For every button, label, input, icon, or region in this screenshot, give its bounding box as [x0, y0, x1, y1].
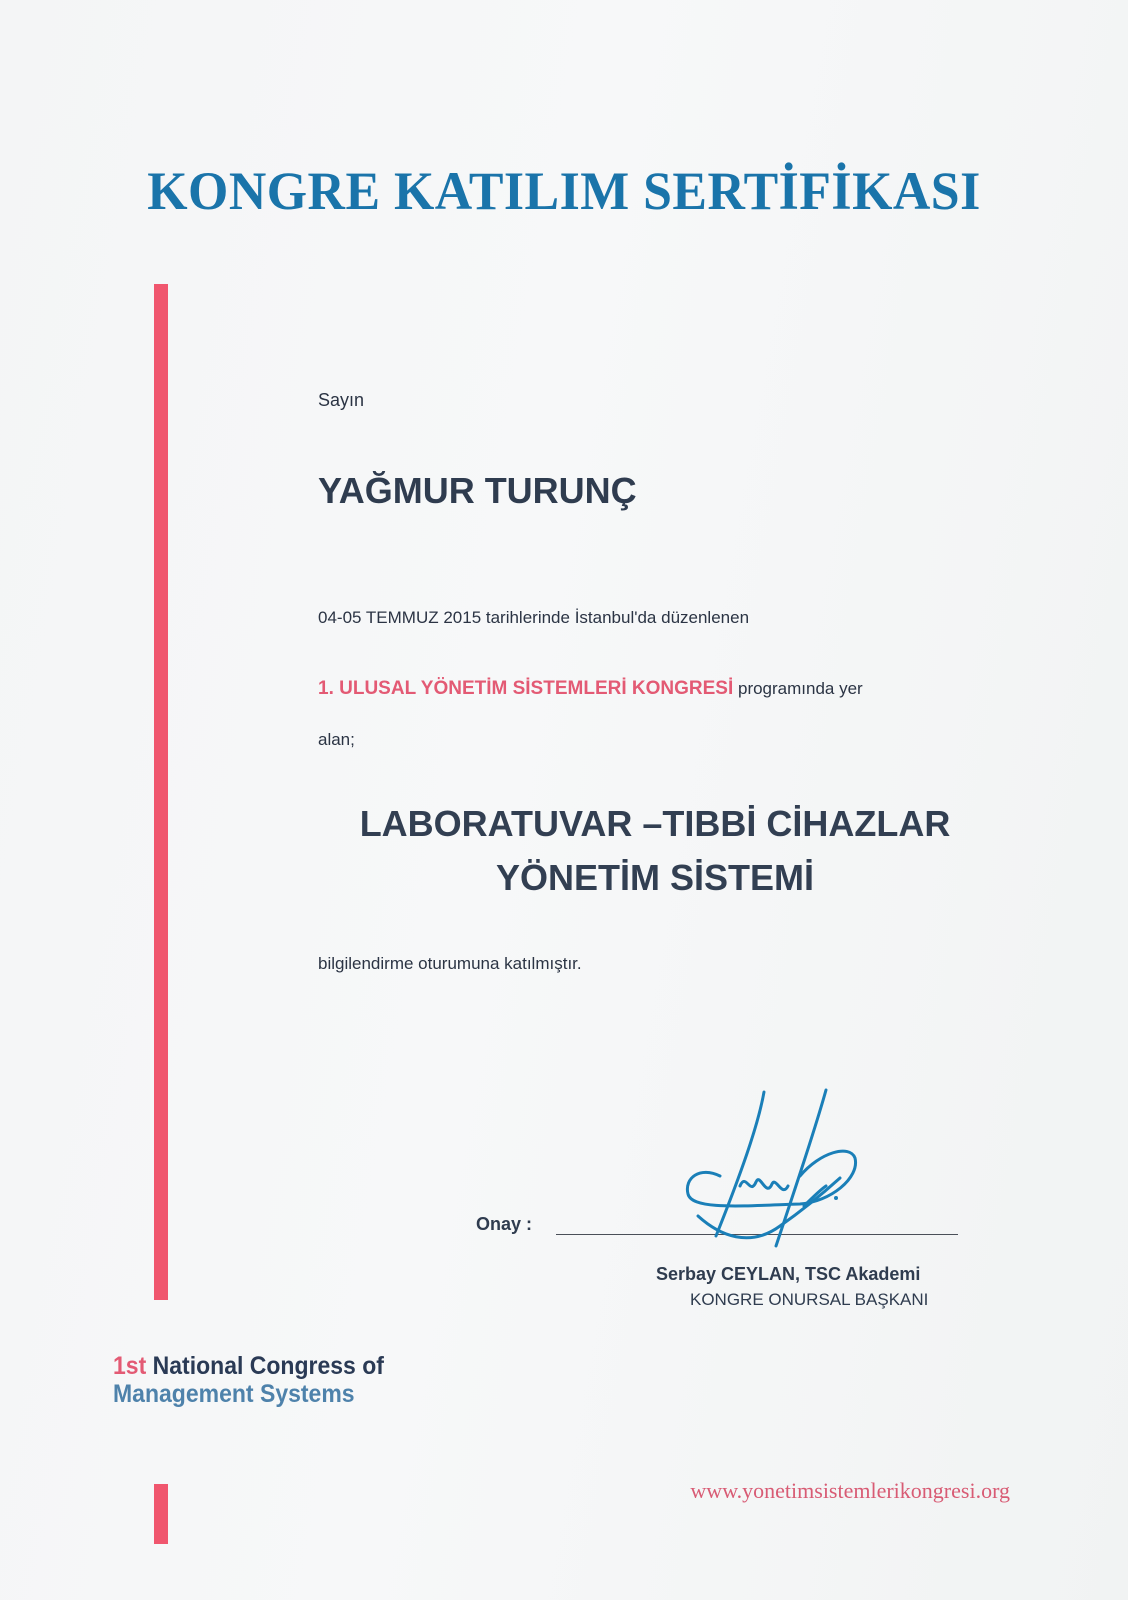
signer-name: Serbay CEYLAN, TSC Akademi	[656, 1264, 921, 1284]
congress-line	[318, 678, 863, 700]
signer-title: KONGRE ONURSAL BAŞKANI	[690, 1290, 929, 1309]
bottom-accent-bar	[154, 1484, 168, 1544]
participation-statement: bilgilendirme oturumuna katılmıştır.	[318, 954, 582, 973]
session-title-line2: YÖNETİM SİSTEMİ	[495, 857, 815, 898]
congress-logo	[113, 1352, 384, 1408]
logo-ordinal: 1st	[113, 1352, 147, 1380]
recipient-name: YAĞMUR TURUNÇ	[318, 470, 637, 511]
session-title	[300, 797, 1010, 905]
handwritten-signature	[680, 1086, 880, 1266]
approval-label: Onay :	[476, 1214, 533, 1234]
session-title-line1: LABORATUVAR –TIBBİ CİHAZLAR	[359, 803, 951, 844]
certificate-title: KONGRE KATILIM SERTİFİKASI	[147, 161, 981, 221]
congress-name: 1. ULUSAL YÖNETİM SİSTEMLERİ KONGRESİ	[318, 678, 734, 699]
event-date-line: 04-05 TEMMUZ 2015 tarihlerinde İstanbul'da düzenlenen	[318, 608, 750, 627]
congress-continuation: alan;	[318, 730, 355, 749]
logo-line1: National Congress of	[152, 1352, 384, 1380]
left-accent-bar	[154, 284, 168, 1300]
website-url: www.yonetimsistemlerikongresi.org	[690, 1478, 1010, 1503]
logo-line1-wrapper	[113, 1352, 384, 1380]
salutation: Sayın	[318, 390, 365, 410]
congress-suffix: programında yer	[737, 679, 863, 698]
logo-line2: Management Systems	[113, 1380, 355, 1408]
